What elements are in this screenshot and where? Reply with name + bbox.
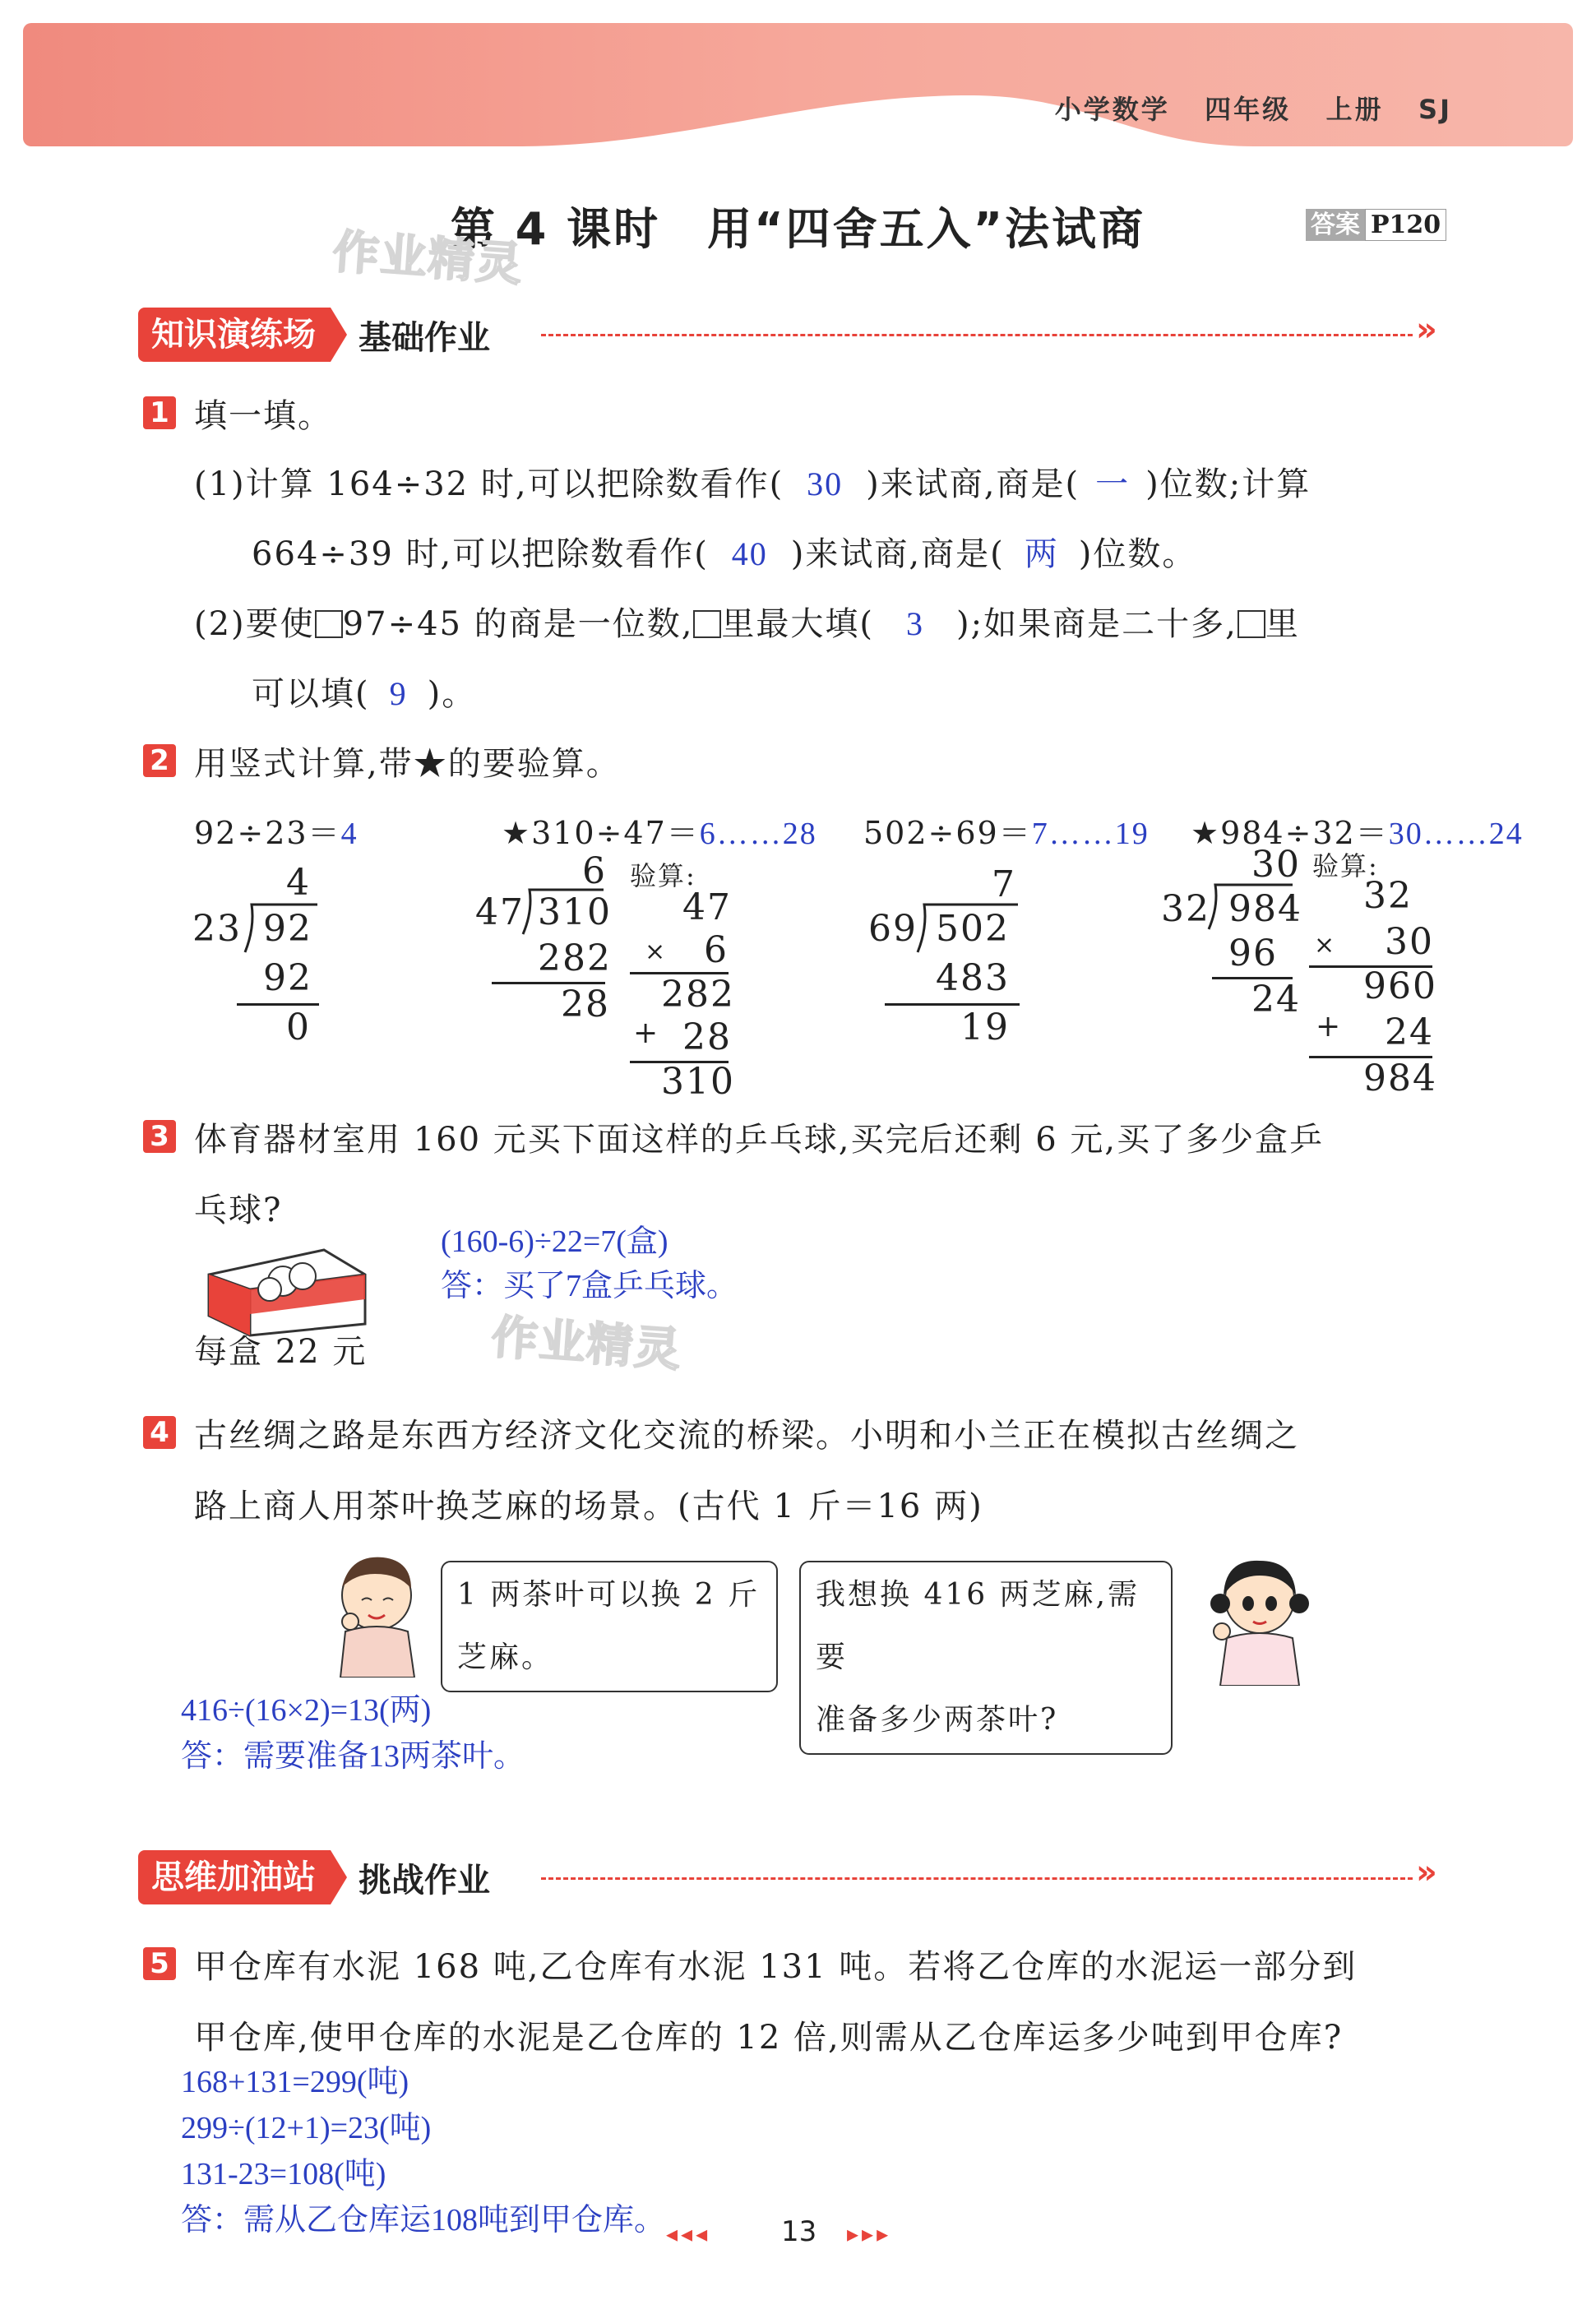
check-value: 984 xyxy=(1363,1057,1437,1099)
long-division-4 xyxy=(1161,842,1449,1105)
answer-line: 答：需从乙仓库运108吨到甲仓库。 xyxy=(181,2203,666,2238)
question-number: 3 xyxy=(143,1120,176,1153)
q1-part1-line1 xyxy=(194,458,1311,505)
expr-3 xyxy=(863,808,1150,853)
question-number: 5 xyxy=(143,1947,176,1980)
answer-line: 416÷(16×2)=13(两) xyxy=(181,1693,432,1728)
header-subject: 小学数学 xyxy=(1054,94,1170,125)
divisor: 32 xyxy=(1161,888,1210,930)
dividend: 310 xyxy=(538,891,612,933)
long-division-3 xyxy=(860,855,1025,1061)
quotient: 6 xyxy=(582,850,607,892)
check-value: 6 xyxy=(704,929,729,971)
answer-line: 131-23=108(吨) xyxy=(181,2157,386,2191)
answer-line: (160-6)÷22=7(盒) xyxy=(441,1224,668,1259)
prev-arrows-icon: ◂◂◂ xyxy=(666,2220,711,2247)
section-tag: 知识演练场 xyxy=(138,308,331,362)
text: (2)要使 xyxy=(194,605,315,643)
remainder: 24 xyxy=(1251,979,1301,1020)
section-challenge-header xyxy=(138,1850,490,1904)
watermark-logo-2: 作业精灵 xyxy=(489,1310,684,1378)
answer-reference xyxy=(1306,204,1446,240)
text: 664÷39 时,可以把除数看作( xyxy=(252,535,709,573)
check-value: 960 xyxy=(1363,965,1437,1007)
times-sign: × xyxy=(1314,931,1337,960)
text: );如果商是二十多, xyxy=(956,605,1237,643)
question-text: 乓球? xyxy=(194,1192,283,1229)
q1-part2-line2 xyxy=(252,668,476,715)
division-line xyxy=(237,1003,319,1006)
section-tag: 思维加油站 xyxy=(138,1850,331,1904)
dividend: 502 xyxy=(936,908,1010,950)
quotient: 4 xyxy=(286,862,311,904)
question-text: 用竖式计算,带★的要验算。 xyxy=(194,745,621,783)
answer: 4 xyxy=(340,817,359,851)
section-subtitle: 挑战作业 xyxy=(359,1861,490,1900)
answer-blank: 3 xyxy=(906,605,925,642)
check-label: 验算: xyxy=(1312,850,1379,882)
girl-character-icon xyxy=(1202,1546,1317,1686)
header-wave xyxy=(23,23,1573,146)
header-info xyxy=(1055,89,1452,127)
text: 里最大填( xyxy=(721,605,875,643)
check-value: 282 xyxy=(661,974,735,1016)
answer-line: 168+131=299(吨) xyxy=(181,2065,409,2099)
text: )来试商,商是( xyxy=(866,465,1080,503)
text: 97÷45 的商是一位数, xyxy=(342,605,694,643)
check-value: 310 xyxy=(661,1061,735,1103)
question-text: 填一填。 xyxy=(194,397,332,435)
remainder: 19 xyxy=(960,1007,1010,1048)
section-subtitle: 基础作业 xyxy=(359,318,490,357)
header-grade: 四年级 xyxy=(1205,94,1292,125)
answer-blank: 两 xyxy=(1024,535,1059,572)
text: 里 xyxy=(1265,605,1300,643)
question-number: 4 xyxy=(143,1416,176,1449)
page-title: 第 4 课时 用“四舍五入”法试商 xyxy=(450,203,1146,255)
question-text: 体育器材室用 160 元买下面这样的乒乓球,买完后还剩 6 元,买了多少盒乒 xyxy=(194,1121,1325,1159)
bubble-text: 我想换 416 两芝麻,需要 xyxy=(816,1578,1140,1674)
answer-line: 答：买了7盒乒乓球。 xyxy=(441,1269,738,1303)
check-label: 验算: xyxy=(630,860,696,891)
check-value: 28 xyxy=(682,1016,732,1058)
text: 可以填( xyxy=(252,675,370,713)
long-division-2 xyxy=(469,845,740,1103)
question-number: 2 xyxy=(143,744,176,777)
text: 502÷69＝ xyxy=(863,815,1032,851)
long-division-1 xyxy=(189,855,321,1061)
plus-sign: + xyxy=(1316,1010,1343,1044)
speech-bubble-boy xyxy=(441,1561,778,1692)
subtrahend: 282 xyxy=(538,937,612,979)
answer: 30……24 xyxy=(1388,817,1524,851)
expr-1 xyxy=(194,808,359,853)
dividend: 92 xyxy=(263,908,312,950)
answer-line: 299÷(12+1)=23(吨) xyxy=(181,2111,432,2145)
tag-arrow xyxy=(331,1850,347,1904)
times-sign: × xyxy=(645,937,668,966)
divisor: 23 xyxy=(192,908,242,950)
answer-blank: 一 xyxy=(1095,465,1131,502)
answer: 6……28 xyxy=(699,817,817,851)
text: ★310÷47＝ xyxy=(502,815,700,851)
boy-character-icon xyxy=(326,1546,433,1678)
blank-box xyxy=(1237,610,1265,638)
text: )位数;计算 xyxy=(1145,465,1311,503)
header-band xyxy=(23,23,1573,146)
subtrahend: 92 xyxy=(263,957,312,999)
question-text: 甲仓库有水泥 168 吨,乙仓库有水泥 131 吨。若将乙仓库的水泥运一部分到 xyxy=(194,1948,1358,1986)
section-basic-header xyxy=(138,308,490,362)
check-value: 24 xyxy=(1385,1011,1434,1053)
divisor: 47 xyxy=(475,891,525,933)
question-text: 甲仓库,使甲仓库的水泥是乙仓库的 12 倍,则需从乙仓库运多少吨到甲仓库? xyxy=(194,2019,1344,2057)
text: )。 xyxy=(427,675,477,713)
question-text: 古丝绸之路是东西方经济文化交流的桥梁。小明和小兰正在模拟古丝绸之 xyxy=(194,1417,1299,1455)
chevron-right-icon: » xyxy=(1416,1853,1437,1891)
answer-blank: 40 xyxy=(731,535,768,572)
text: (1)计算 164÷32 时,可以把除数看作( xyxy=(194,465,784,503)
blank-box xyxy=(693,610,721,638)
section-divider xyxy=(541,334,1413,336)
box-price-caption: 每盒 22 元 xyxy=(194,1333,368,1371)
page-number: 13 xyxy=(781,2215,817,2248)
remainder: 28 xyxy=(561,983,610,1025)
q1-part2-line1 xyxy=(194,598,1300,645)
answer-label: 答案 xyxy=(1306,209,1365,241)
bubble-text: 1 两茶叶可以换 2 斤 xyxy=(457,1578,761,1612)
answer-blank: 9 xyxy=(389,675,408,712)
text: )来试商,商是( xyxy=(790,535,1005,573)
question-text: 路上商人用茶叶换芝麻的场景。(古代 1 斤＝16 两) xyxy=(194,1488,983,1525)
subtrahend: 483 xyxy=(936,957,1010,999)
blank-box xyxy=(315,610,343,638)
question-number: 1 xyxy=(143,396,176,429)
chevron-right-icon: » xyxy=(1416,311,1437,349)
dividend: 984 xyxy=(1228,888,1302,930)
text: ★984÷32＝ xyxy=(1191,815,1389,851)
text: 92÷23＝ xyxy=(194,815,341,851)
plus-sign: + xyxy=(633,1016,660,1050)
check-value: 47 xyxy=(682,886,732,928)
quotient: 7 xyxy=(992,863,1016,905)
answer-blank: 30 xyxy=(807,465,844,502)
answer-page: P120 xyxy=(1365,209,1446,241)
check-value: 32 xyxy=(1363,875,1413,917)
header-volume: 上册 xyxy=(1325,94,1384,125)
speech-bubble-girl xyxy=(799,1561,1173,1755)
text: )位数。 xyxy=(1078,535,1197,573)
bubble-text: 准备多少两茶叶? xyxy=(816,1703,1059,1737)
subtrahend: 96 xyxy=(1228,932,1278,974)
answer: 7……19 xyxy=(1031,817,1150,851)
bubble-text: 芝麻。 xyxy=(457,1641,554,1674)
next-arrows-icon: ▸▸▸ xyxy=(847,2220,892,2247)
header-edition: SJ xyxy=(1418,94,1452,125)
division-line xyxy=(885,1003,1020,1006)
section-divider xyxy=(541,1877,1413,1880)
quotient: 30 xyxy=(1251,844,1301,886)
divisor: 69 xyxy=(868,908,918,950)
tag-arrow xyxy=(331,308,347,362)
watermark-logo-1: 作业精灵 xyxy=(331,224,525,293)
check-value: 30 xyxy=(1385,921,1434,963)
answer-line: 答：需要准备13两茶叶。 xyxy=(181,1739,525,1774)
remainder: 0 xyxy=(286,1007,311,1048)
q1-part1-line2 xyxy=(252,528,1196,575)
